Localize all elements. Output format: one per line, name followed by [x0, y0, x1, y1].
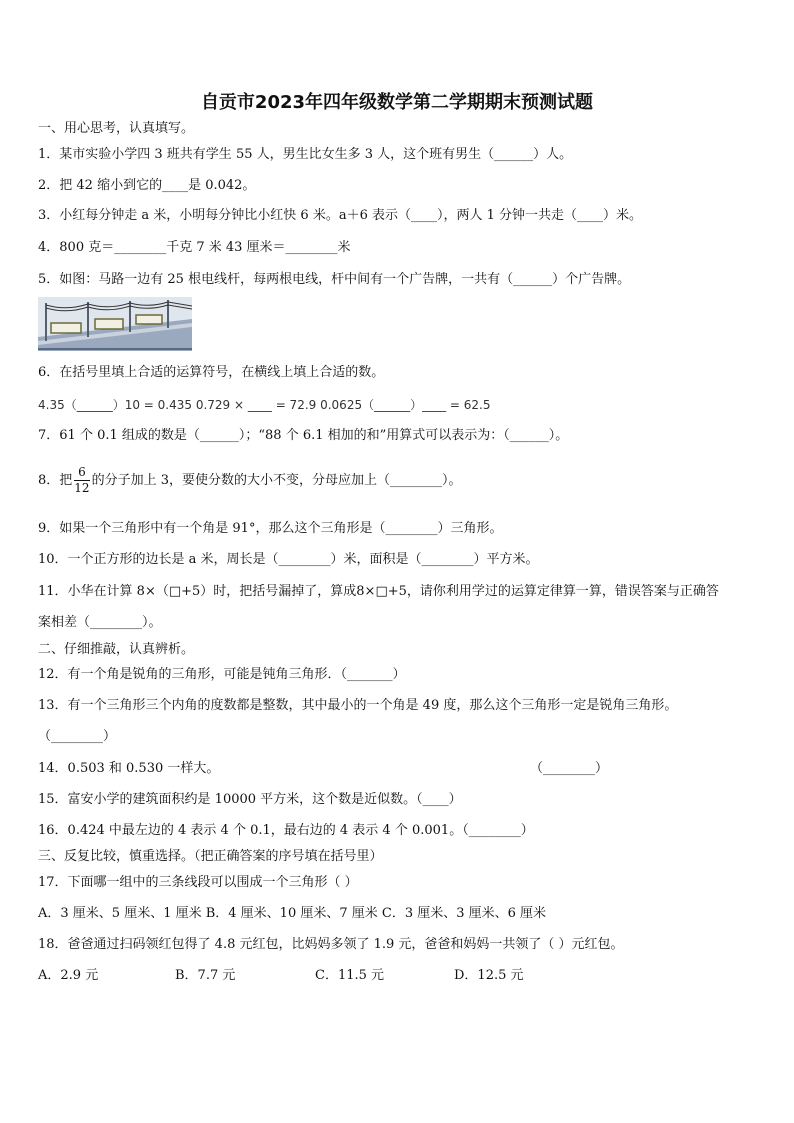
question-10: 10．一个正方形的边长是 a 米，周长是（________）米，面积是（________）平方米。 — [38, 552, 539, 567]
question-17-options: A．3 厘米、5 厘米、1 厘米 B．4 厘米、10 厘米、7 厘米 C．3 厘米、3 厘米、6 厘米 — [38, 906, 547, 921]
question-11-line2: 案相差（________）。 — [38, 615, 162, 630]
question-14-text: 14．0.503 和 0.530 一样大。 — [38, 761, 220, 776]
question-6-expressions: 4.35（______）10 = 0.435 0.729 × ____ = 72.9 0.0625（______）____ = 62.5 — [38, 398, 491, 412]
question-18: 18．爸爸通过扫码领红包得了 4.8 元红包，比妈妈多领了 1.9 元，爸爸和妈妈一共领了（ ）元红包。 — [38, 937, 624, 952]
question-13-line2: （________） — [38, 729, 117, 744]
option-a: A．2.9 元 — [38, 968, 99, 983]
question-5: 5．如图：马路一边有 25 根电线杆，每两根电线，杆中间有一个广告牌，一共有（______）个广告牌。 — [38, 272, 631, 287]
question-8-lead: 8．把 — [38, 473, 73, 488]
question-12: 12．有一个角是锐角的三角形，可能是钝角三角形．（_______） — [38, 667, 406, 682]
question-13-line1: 13．有一个三角形三个内角的度数都是整数，其中最小的一个角是 49 度，那么这个三角形一定是锐角三角形。 — [38, 698, 678, 713]
road-billboard-illustration — [38, 297, 192, 351]
fraction-denominator: 12 — [74, 481, 90, 495]
question-4: 4．800 克＝________千克 7 米 43 厘米＝________米 — [38, 240, 351, 255]
section-heading-1: 一、用心思考，认真填写。 — [38, 121, 195, 136]
question-17: 17．下面哪一组中的三条线段可以围成一个三角形（ ） — [38, 875, 358, 890]
question-1: 1．某市实验小学四 3 班共有学生 55 人，男生比女生多 3 人，这个班有男生（______）人。 — [38, 147, 573, 162]
option-c: C．11.5 元 — [315, 968, 385, 983]
option-b: B．7.7 元 — [175, 968, 236, 983]
question-7: 7．61 个 0.1 组成的数是（______）；“88 个 6.1 相加的和”用算式可以表示为：（______）。 — [38, 428, 569, 443]
question-11-line1: 11．小华在计算 8×（□+5）时，把括号漏掉了，算成8×□+5，请你利用学过的运算定律算一算，错误答案与正确答 — [38, 584, 719, 599]
option-d: D．12.5 元 — [454, 968, 524, 983]
question-14 — [38, 760, 770, 778]
question-14-blank: （________） — [530, 761, 609, 776]
question-9: 9．如果一个三角形中有一个角是 91°，那么这个三角形是（________）三角形。 — [38, 521, 503, 536]
fraction-numerator: 6 — [74, 465, 89, 481]
question-8 — [38, 464, 770, 498]
question-2: 2．把 42 缩小到它的____是 0.042。 — [38, 178, 256, 193]
page-title: 自贡市2023年四年级数学第二学期期末预测试题 — [200, 92, 594, 113]
question-3: 3．小红每分钟走 a 米，小明每分钟比小红快 6 米。a＋6 表示（____），两人 1 分钟一共走（____）米。 — [38, 208, 643, 223]
question-6-intro: 6．在括号里填上合适的运算符号，在横线上填上合适的数。 — [38, 365, 385, 380]
fraction — [74, 465, 89, 496]
section-heading-3: 三、反复比较，慎重选择。（把正确答案的序号填在括号里） — [38, 849, 383, 864]
question-15: 15．富安小学的建筑面积约是 10000 平方米，这个数是近似数。（____） — [38, 792, 462, 807]
section-heading-2: 二、仔细推敲，认真辨析。 — [38, 642, 195, 657]
question-16: 16．0.424 中最左边的 4 表示 4 个 0.1，最右边的 4 表示 4 个 0.001。（________） — [38, 823, 534, 838]
question-8-tail: 的分子加上 3，要使分数的大小不变，分母应加上（________）。 — [91, 473, 462, 488]
